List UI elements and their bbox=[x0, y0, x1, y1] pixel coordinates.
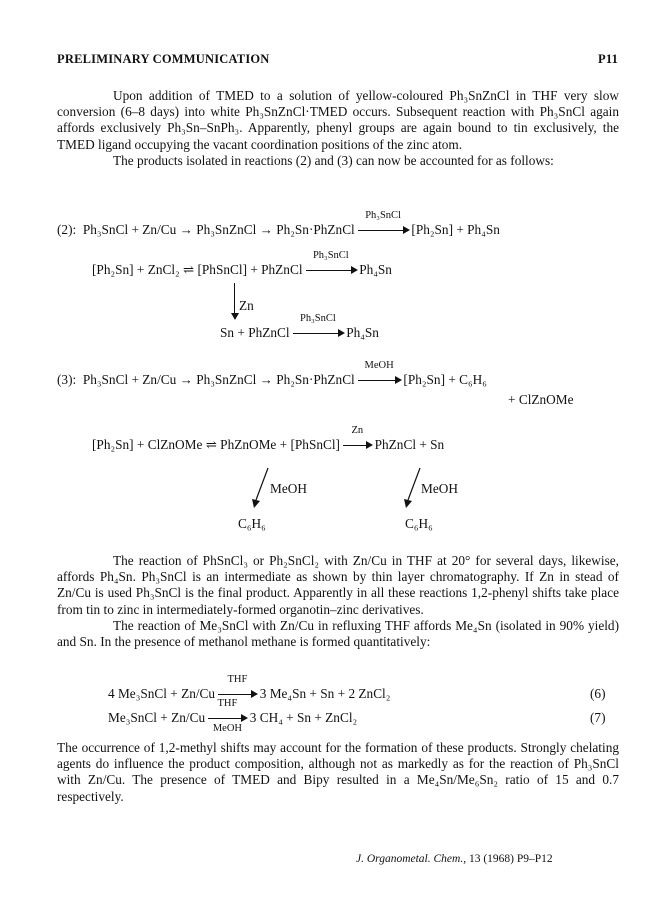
scheme2-line1-arrow-label: Ph₃SnCl bbox=[365, 210, 401, 221]
scheme3-down2-label: MeOH bbox=[421, 481, 458, 496]
eq6-reactants: 4 Me₃SnCl + Zn/Cu bbox=[108, 686, 216, 701]
scheme3-line1-arrow bbox=[358, 360, 400, 388]
scheme2-line3-reactants: Sn + PhZnCl bbox=[220, 325, 290, 340]
discussion-paragraphs bbox=[57, 553, 619, 650]
scheme2-line1-products: [Ph₂Sn] + Ph₄Sn bbox=[411, 222, 500, 237]
scheme3-line1-products: [Ph₂Sn] + C₆H₆ bbox=[403, 372, 487, 387]
page-number: P11 bbox=[598, 52, 619, 66]
eq6-arrow-label: THF bbox=[227, 674, 248, 685]
paragraph-chelating: The occurrence of 1,2-methyl shifts may account for the formation of these products. Strongly chelating agents do influence the product composition, although not as markedly as for the reaction of Ph₃SnCl with Zn/Cu. The presence of TMED and Bipy resulted in a Me₄Sn/Me₆Sn₂ ratio of 15 and 0.7 respectively. bbox=[57, 740, 619, 804]
scheme3-line1 bbox=[57, 360, 487, 388]
scheme3-line2-arrow-label: Zn bbox=[351, 425, 364, 436]
scheme2-line3-arrow bbox=[293, 313, 343, 341]
eq7-products: 3 CH₄ + Sn + ZnCl₂ bbox=[249, 710, 358, 725]
scheme2-line1 bbox=[57, 210, 500, 238]
intro-paragraphs bbox=[57, 88, 619, 169]
scheme2-line1-reactants: Ph₃SnCl + Zn/Cu → Ph₃SnZnCl → Ph₂Sn·PhZnCl bbox=[82, 222, 355, 237]
eq6-number: (6) bbox=[590, 686, 606, 701]
paragraph-methyl: The reaction of Me₃SnCl with Zn/Cu in refluxing THF affords Me₄Sn (isolated in 90% yield) and Sn. In the presence of methanol methane is formed quantitatively: bbox=[57, 617, 619, 650]
scheme3-line2-reactants: [Ph₂Sn] + ClZnOMe ⇌ PhZnOMe + [PhSnCl] bbox=[92, 437, 340, 452]
eq7-reactants: Me₃SnCl + Zn/Cu bbox=[108, 710, 206, 725]
equation-7 bbox=[108, 698, 358, 734]
scheme2-line2-reactants: [Ph₂Sn] + ZnCl₂ ⇌ [PhSnCl] + PhZnCl bbox=[92, 262, 303, 277]
scheme3-down1-label: MeOH bbox=[270, 481, 307, 496]
eq6-products: 3 Me₄Sn + Sn + 2 ZnCl₂ bbox=[259, 686, 391, 701]
scheme3-line2-arrow bbox=[343, 425, 371, 453]
journal-citation bbox=[356, 853, 553, 865]
scheme3-line2-products: PhZnCl + Sn bbox=[374, 437, 445, 452]
scheme2-line1-arrow bbox=[358, 210, 408, 238]
eq7-arrow-label-bottom: MeOH bbox=[212, 723, 243, 734]
scheme2-line3-products: Ph₄Sn bbox=[346, 325, 379, 340]
scheme3-line2 bbox=[92, 425, 445, 453]
eq7-number: (7) bbox=[590, 710, 606, 725]
scheme2-line3 bbox=[220, 313, 379, 341]
eq7-arrow-label-top: THF bbox=[217, 698, 238, 709]
scheme2-line3-arrow-label: Ph₃SnCl bbox=[300, 313, 336, 324]
scheme3-label: (3): bbox=[57, 372, 77, 387]
scheme2-line2-products: Ph₄Sn bbox=[359, 262, 392, 277]
scheme3-down1-product: C₆H₆ bbox=[238, 516, 266, 531]
journal-volume: 13 (1968) P9–P12 bbox=[468, 853, 553, 865]
paragraph-tmed: Upon addition of TMED to a solution of yellow-coloured Ph₃SnZnCl in THF very slow conversion (6–8 days) into white Ph₃SnZnCl·TMED occurs. Subsequent reaction with Ph₃SnCl again affords exclusively Ph₃Sn–SnPh₃. Apparently, phenyl groups are again bound to tin exclusively, the TMED ligand occupying the vacant coordination positions of the zinc atom. bbox=[57, 88, 619, 152]
scheme3-line1-arrow-label: MeOH bbox=[364, 360, 394, 371]
paragraph-products: The products isolated in reactions (2) and (3) can now be accounted for as follows: bbox=[113, 152, 554, 168]
eq7-arrow bbox=[208, 698, 246, 734]
scheme3-down2-product: C₆H₆ bbox=[405, 516, 433, 531]
closing-paragraph bbox=[57, 740, 619, 805]
scheme2-label: (2): bbox=[57, 222, 77, 237]
scheme3-line1-reactants: Ph₃SnCl + Zn/Cu → Ph₃SnZnCl → Ph₂Sn·PhZnCl bbox=[82, 372, 355, 387]
scheme2-down-arrowhead bbox=[231, 313, 239, 320]
scheme3-line1-continued: + ClZnOMe bbox=[508, 392, 574, 407]
scheme2-down-arrow bbox=[234, 283, 235, 315]
scheme2-line2-arrow-label: Ph₃SnCl bbox=[312, 250, 349, 261]
journal-name: J. Organometal. Chem., bbox=[356, 853, 467, 865]
scheme2-down-label: Zn bbox=[239, 298, 254, 313]
equation-6 bbox=[108, 674, 391, 702]
scheme2-line2 bbox=[92, 250, 392, 278]
running-header: PRELIMINARY COMMUNICATION bbox=[57, 52, 270, 66]
scheme2-line2-arrow bbox=[306, 250, 356, 278]
paragraph-phenyl-shifts: The reaction of PhSnCl₃ or Ph₂SnCl₂ with Zn/Cu in THF at 20° for several days, likewise, affords Ph₄Sn. Ph₃SnCl is an intermediate as shown by thin layer chromatography. If Zn in stead of Zn/Cu is used Ph₃SnCl is the final product. Apparently in all these reactions 1,2-phenyl shifts take place from tin to zinc in intermediately-formed organotin–zinc derivatives. bbox=[57, 553, 619, 617]
